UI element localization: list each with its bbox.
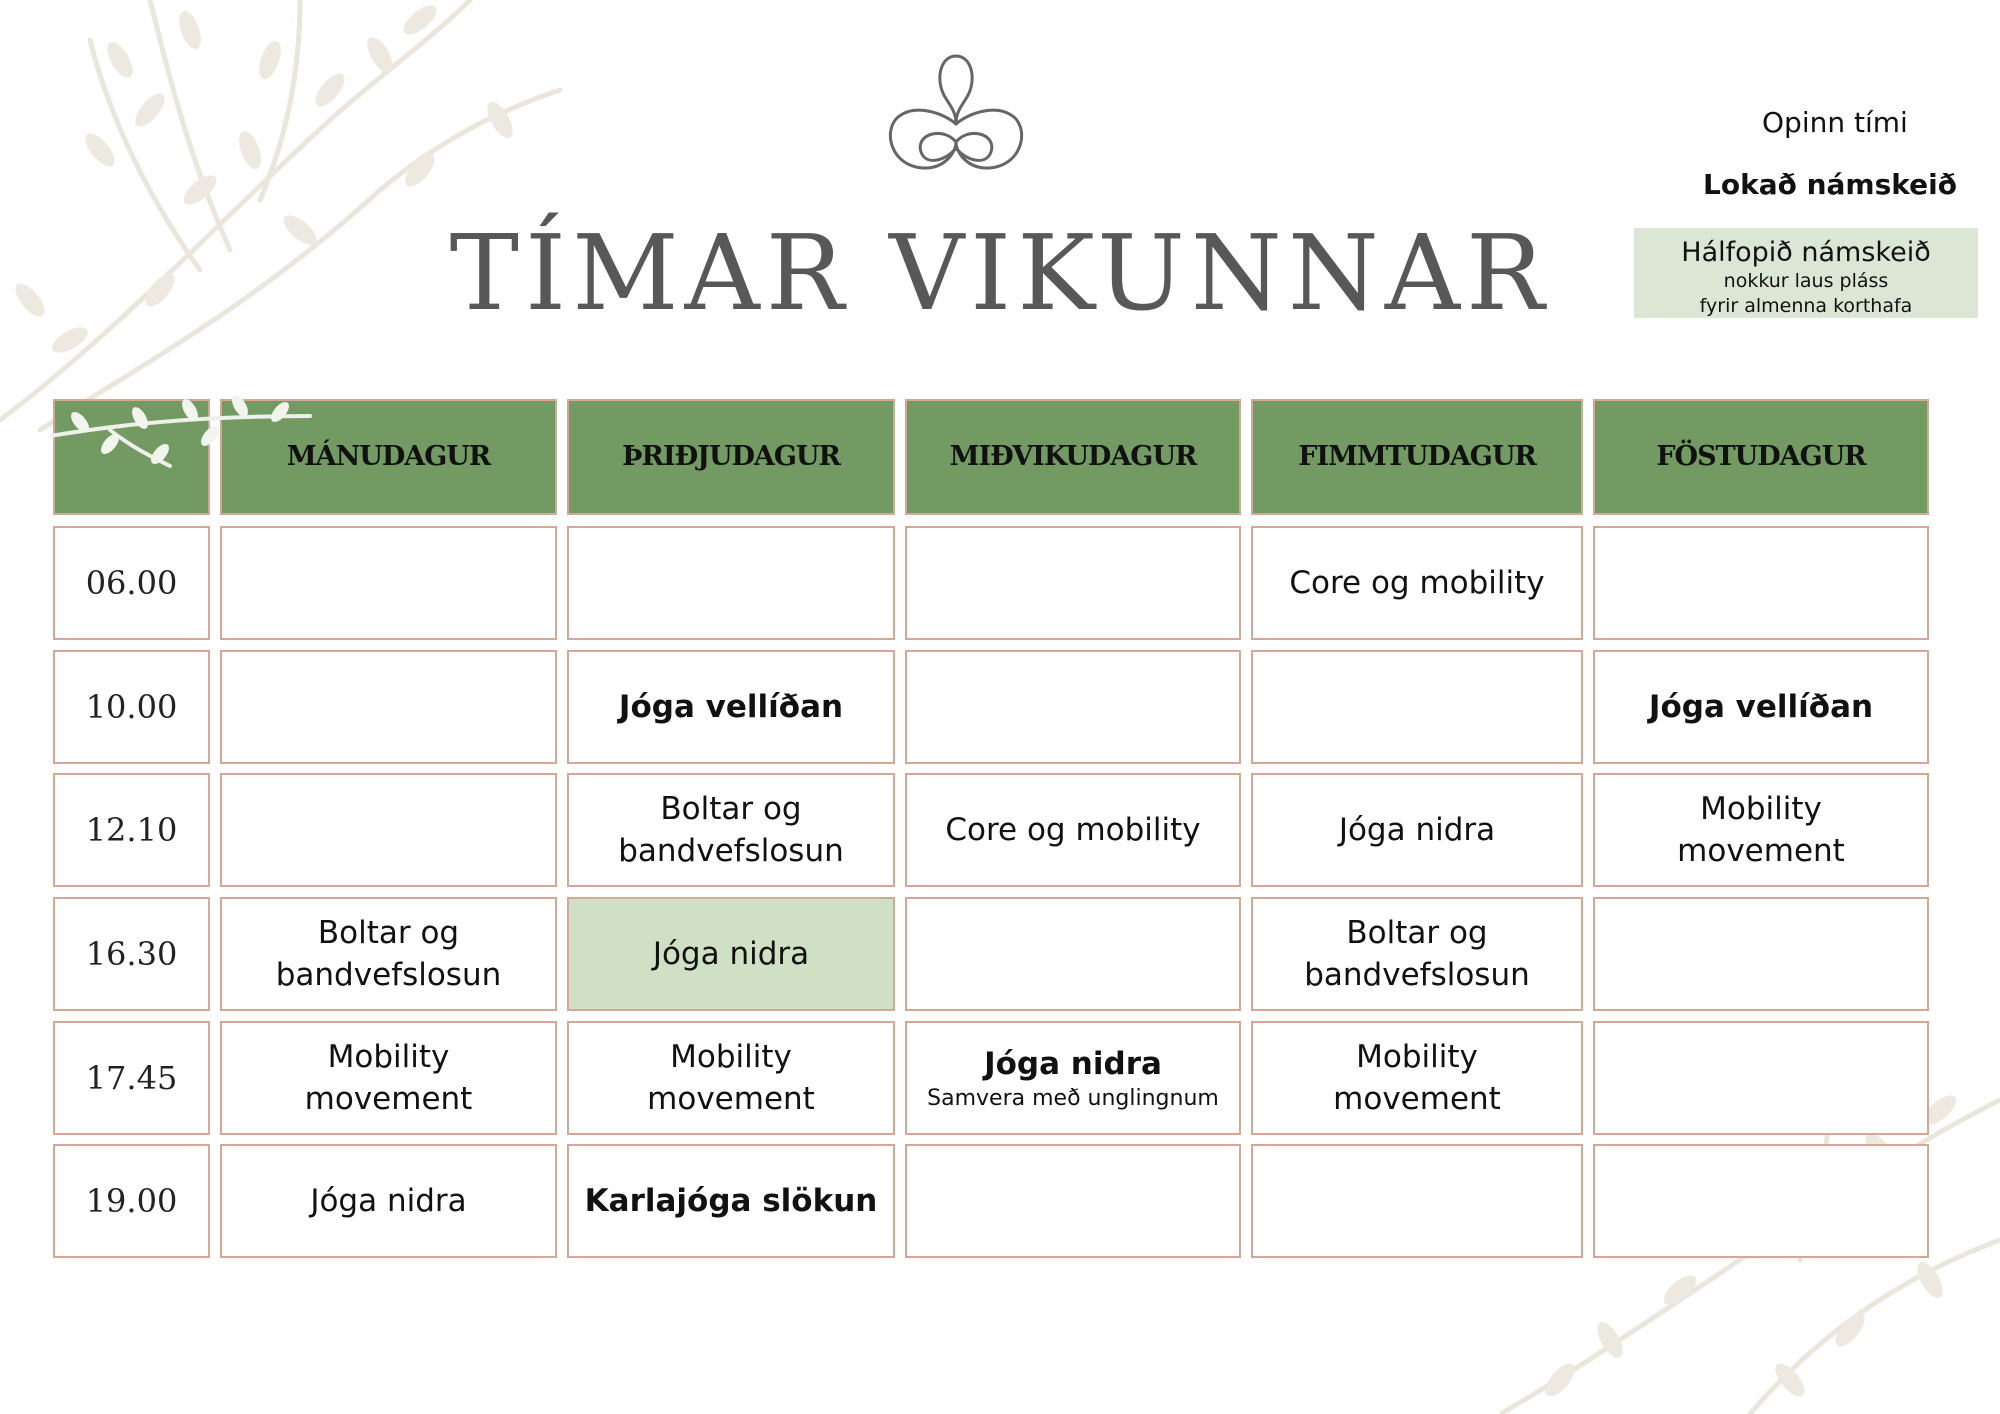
class-cell bbox=[905, 1144, 1241, 1258]
header-corner-cell bbox=[53, 399, 210, 515]
time-cell: 19.00 bbox=[53, 1144, 210, 1258]
class-cell bbox=[1251, 650, 1583, 764]
class-name: Jóga vellíðan bbox=[618, 689, 844, 725]
class-cell bbox=[567, 773, 895, 887]
day-header-3: MIÐVIKUDAGUR bbox=[905, 399, 1241, 515]
legend-half-line-1: nokkur laus pláss bbox=[1723, 270, 1889, 292]
legend-half-line-2: fyrir almenna korthafa bbox=[1699, 295, 1913, 317]
class-name: Mobility movement bbox=[1333, 1039, 1501, 1117]
class-cell bbox=[567, 897, 895, 1011]
class-name: Core og mobility bbox=[945, 812, 1201, 848]
class-name: Jóga nidra bbox=[652, 936, 810, 972]
class-cell bbox=[567, 650, 895, 764]
class-cell bbox=[905, 1021, 1241, 1135]
class-cell bbox=[1593, 1021, 1929, 1135]
time-cell: 06.00 bbox=[53, 526, 210, 640]
legend-open-class: Opinn tími bbox=[1762, 106, 1908, 139]
class-cell bbox=[567, 1144, 895, 1258]
class-name: Mobility movement bbox=[1677, 791, 1845, 869]
class-name: Jóga nidra bbox=[984, 1046, 1162, 1082]
class-cell bbox=[1251, 526, 1583, 640]
class-name: Boltar og bandvefslosun bbox=[275, 915, 502, 993]
class-cell bbox=[1251, 897, 1583, 1011]
class-cell bbox=[905, 526, 1241, 640]
class-cell bbox=[1593, 773, 1929, 887]
class-cell bbox=[567, 1021, 895, 1135]
class-cell bbox=[1593, 650, 1929, 764]
class-name: Jóga vellíðan bbox=[1648, 689, 1874, 725]
class-cell bbox=[220, 1144, 557, 1258]
class-name: Jóga nidra bbox=[310, 1183, 467, 1219]
class-cell bbox=[905, 773, 1241, 887]
class-cell bbox=[1251, 1144, 1583, 1258]
class-name: Core og mobility bbox=[1289, 565, 1545, 601]
class-name: Mobility movement bbox=[304, 1039, 473, 1117]
class-name: Jóga nidra bbox=[1338, 812, 1496, 848]
class-cell bbox=[220, 1021, 557, 1135]
day-header-2: ÞRIÐJUDAGUR bbox=[567, 399, 895, 515]
day-header-4: FIMMTUDAGUR bbox=[1251, 399, 1583, 515]
class-subtitle: Samvera með unglingnum bbox=[927, 1086, 1219, 1111]
class-cell bbox=[1593, 526, 1929, 640]
class-cell bbox=[1593, 1144, 1929, 1258]
time-cell: 10.00 bbox=[53, 650, 210, 764]
class-cell bbox=[220, 526, 557, 640]
class-cell bbox=[220, 650, 557, 764]
page-title: TÍMAR VIKUNNAR bbox=[449, 212, 1551, 334]
class-cell bbox=[567, 526, 895, 640]
class-name: Karlajóga slökun bbox=[584, 1183, 878, 1219]
day-header-5: FÖSTUDAGUR bbox=[1593, 399, 1929, 515]
class-cell bbox=[1251, 1021, 1583, 1135]
class-name: Mobility movement bbox=[647, 1039, 815, 1117]
class-cell bbox=[220, 897, 557, 1011]
class-name: Boltar og bandvefslosun bbox=[1304, 915, 1530, 993]
class-cell bbox=[220, 773, 557, 887]
time-cell: 17.45 bbox=[53, 1021, 210, 1135]
class-cell bbox=[905, 897, 1241, 1011]
class-cell bbox=[1251, 773, 1583, 887]
time-cell: 12.10 bbox=[53, 773, 210, 887]
lotus-infinity-icon bbox=[885, 52, 1027, 184]
legend-half-open-course bbox=[1634, 228, 1978, 318]
class-cell bbox=[905, 650, 1241, 764]
legend-half-title: Hálfopið námskeið bbox=[1681, 237, 1931, 268]
class-name: Boltar og bandvefslosun bbox=[618, 791, 844, 869]
legend-closed-course: Lokað námskeið bbox=[1703, 168, 1957, 201]
class-cell bbox=[1593, 897, 1929, 1011]
time-cell: 16.30 bbox=[53, 897, 210, 1011]
day-header-1: MÁNUDAGUR bbox=[220, 399, 557, 515]
